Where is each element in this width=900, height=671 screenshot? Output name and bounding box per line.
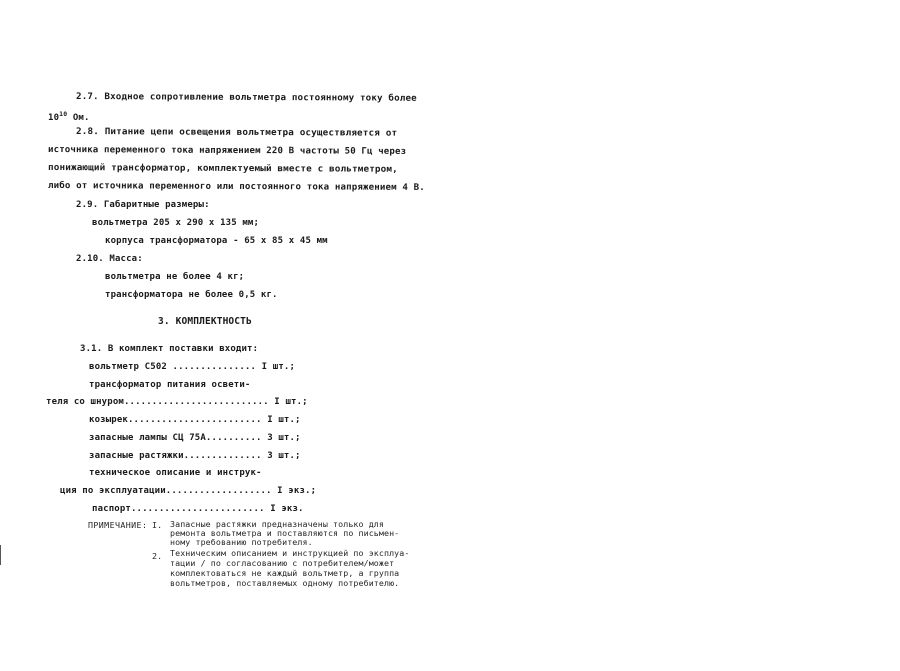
para-2-10-heading: 2.10. Масса: (76, 254, 143, 264)
list-item: паспорт........................ I экз. (92, 504, 304, 514)
para-2-8-line1: 2.8. Питание цепи освещения вольтметра осуществляется от (76, 127, 398, 139)
note-2-line4: вольтметров, поставляемых одному потребителю. (170, 578, 400, 588)
note-1-line3: ному требованию потребителя. (170, 537, 313, 547)
voltmeter-dimensions: вольтметра 205 х 290 х 135 мм; (92, 218, 260, 228)
note-2-number: 2. (152, 551, 163, 561)
note-1-line2: ремонта вольтметра и поставляются по письмен- (170, 528, 400, 538)
list-item: козырек........................ I шт.; (89, 415, 301, 425)
power-base: 10 (48, 113, 60, 123)
para-2-7-line1: 2.7. Входное сопротивление вольтметра постоянному току более (76, 92, 417, 104)
note-2-line1: Техническим описанием и инструкцией по эксплуа- (170, 548, 410, 558)
list-item: трансформатор питания освети- (89, 380, 251, 390)
para-2-8-line4: либо от источника переменного или постоянного тока напряжением 4 В. (48, 181, 425, 193)
list-item: теля со шнуром.......................... I шт.; (46, 397, 308, 407)
scan-edge-mark (0, 545, 1, 565)
para-2-9-heading: 2.9. Габаритные размеры: (76, 200, 210, 210)
transformer-mass: трансформатора не более 0,5 кг. (105, 290, 278, 300)
list-item: ция по эксплуатации................... I экз.; (60, 486, 317, 496)
ohm-unit: Ом. (67, 113, 90, 123)
voltmeter-mass: вольтметра не более 4 кг; (105, 272, 245, 282)
note-label: ПРИМЕЧАНИЕ: (88, 520, 148, 530)
note-1-line1: Запасные растяжки предназначены только для (170, 519, 384, 529)
list-item: запасные лампы СЦ 75А.......... 3 шт.; (89, 433, 301, 443)
note-2-line2: тации / по согласованию с потребителем/может (170, 558, 395, 568)
list-item: техническое описание и инструк- (89, 468, 262, 478)
power-exponent: 10 (59, 110, 68, 118)
para-2-7-line2 (48, 110, 90, 123)
list-item: вольтметр С502 ............... I шт.; (89, 362, 296, 372)
para-3-1-intro: 3.1. В комплект поставки входит: (80, 344, 259, 354)
section-3-heading: 3. КОМПЛЕКТНОСТЬ (158, 316, 252, 327)
note-1-number: I. (152, 520, 163, 530)
note-2-line3: комплектоваться не каждый вольтметр, а группа (170, 568, 400, 578)
para-2-8-line2: источника переменного тока напряжением 220 В частоты 50 Гц через (48, 145, 407, 157)
para-2-8-line3: понижающий трансформатор, комплектуемый вместе с вольтметром, (48, 163, 398, 175)
transformer-dimensions: корпуса трансформатора - 65 х 85 х 45 мм (105, 236, 328, 246)
list-item: запасные растяжки.............. 3 шт.; (89, 451, 301, 461)
